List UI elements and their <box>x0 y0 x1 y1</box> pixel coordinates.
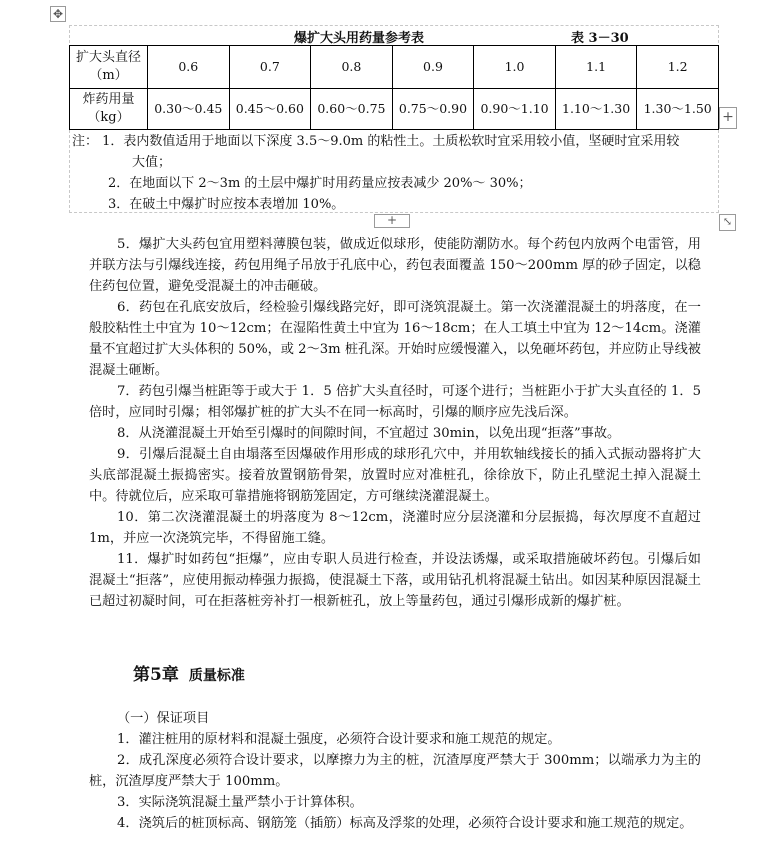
paragraph: 5．爆扩大头药包宜用塑料薄膜包装，做成近似球形，使能防潮防水。每个药包内放两个电雷管，用并联方法与引爆线连接，药包用绳子吊放于孔底中心，药包表面覆盖 150～200mm 厚的砂子固定，以稳住药包位置，避免受混凝土的冲击砸破。 <box>89 237 701 294</box>
list-item: 1．灌注桩用的原材料和混凝土强度，必须符合设计要求和施工规范的规定。 <box>117 732 561 747</box>
table-move-handle-icon[interactable]: ✥ <box>50 6 66 22</box>
chapter-heading <box>133 660 245 685</box>
paragraph: 11．爆扩时如药包“拒爆”，应由专职人员进行检查，并设法诱爆，或采取措施破坏药包。引爆后如混凝土“拒落”，应使用振动棒强力振捣，使混凝土下落，或用钻孔机将混凝土钻出。如因某种原因混凝土已超过初凝时间，可在拒落桩旁补打一根新桩孔，放上等量药包，通过引爆形成新的爆扩桩。 <box>89 552 701 609</box>
table-cell: 0.6 <box>148 46 230 89</box>
table-row <box>70 89 719 130</box>
section-heading: （一）保证项目 <box>117 711 210 726</box>
table-cell: 0.90～1.10 <box>474 89 556 130</box>
table-cell: 1.2 <box>637 46 719 89</box>
row-header-diameter: 扩大头直径（m） <box>70 46 148 89</box>
paragraph: 6．药包在孔底安放后，经检验引爆线路完好，即可浇筑混凝土。第一次浇灌混凝土的坍落度，在一般胶粘性土中宜为 10～12cm；在湿陷性黄土中宜为 16～18cm；在人工填土中宜为 12～14cm。浇灌量不宜超过扩大头体积的 50%，或 2～3m 桩孔深。开始时应缓慢灌入，以免砸坏药包，并应防止导线被混凝土砸断。 <box>89 300 701 378</box>
note-line: 注： 1．表内数值适用于地面以下深度 3.5～9.0m 的粘性土。土质松软时宜采用较小值，坚硬时宜采用较 <box>72 134 680 149</box>
table-cell: 0.45～0.60 <box>229 89 311 130</box>
table-cell: 0.8 <box>311 46 393 89</box>
table-cell: 0.7 <box>229 46 311 89</box>
chapter-title: 质量标准 <box>188 668 245 684</box>
table-cell: 1.0 <box>474 46 556 89</box>
paragraph: 10．第二次浇灌混凝土的坍落度为 8～12cm，浇灌时应分层浇灌和分层振捣，每次厚度不直超过 1m，并应一次浇筑完毕，不得留施工缝。 <box>89 510 701 546</box>
table-cell: 1.1 <box>555 46 637 89</box>
paragraph: 8．从浇灌混凝土开始至引爆时的间隙时间，不宜超过 30min，以免出现“拒落”事故。 <box>117 426 621 441</box>
table-cell: 0.60～0.75 <box>311 89 393 130</box>
table-caption <box>69 27 719 45</box>
chapter-number: 第5章 <box>133 665 179 685</box>
note-line: 2．在地面以下 2～3m 的土层中爆扩时用药量应按表减少 20%～ 30%； <box>108 176 532 191</box>
quality-standards <box>89 708 701 834</box>
list-item: 3．实际浇筑混凝土量严禁小于计算体积。 <box>117 795 363 810</box>
table-cell: 0.30～0.45 <box>148 89 230 130</box>
add-column-icon[interactable]: + <box>719 107 737 129</box>
add-row-icon[interactable]: + <box>374 214 410 228</box>
paragraph: 7．药包引爆当桩距等于或大于 1．5 倍扩大头直径时，可逐个进行；当桩距小于扩大头直径的 1．5 倍时，应同时引爆；相邻爆扩桩的扩大头不在同一标高时，引爆的顺序应先浅后深。 <box>89 384 701 420</box>
table-cell: 1.30～1.50 <box>637 89 719 130</box>
list-item: 2．成孔深度必须符合设计要求，以摩擦力为主的桩，沉渣厚度严禁大于 300mm；以端承力为主的桩，沉渣厚度严禁大于 100mm。 <box>89 753 701 789</box>
table-cell: 1.10～1.30 <box>555 89 637 130</box>
note-line: 大值； <box>132 155 172 170</box>
list-item: 4．浇筑后的桩顶标高、钢筋笼（插筋）标高及浮浆的处理，必须符合设计要求和施工规范的规定。 <box>117 816 693 831</box>
table-resize-icon[interactable]: ⤡ <box>719 214 736 231</box>
table-notes <box>72 131 717 215</box>
note-line: 3．在破土中爆扩时应按本表增加 10%。 <box>108 197 345 212</box>
table-number: 表 3－30 <box>571 31 629 46</box>
table-cell: 0.9 <box>392 46 474 89</box>
table-cell: 0.75～0.90 <box>392 89 474 130</box>
table-row <box>70 46 719 89</box>
explosive-dosage-table <box>69 45 719 130</box>
construction-steps <box>89 234 701 612</box>
table-title: 爆扩大头用药量参考表 <box>294 31 425 46</box>
row-header-dosage: 炸药用量（kg） <box>70 89 148 130</box>
paragraph: 9．引爆后混凝土自由塌落至因爆破作用形成的球形孔穴中，并用软轴线接长的插入式振动器将扩大头底部混凝土振捣密实。接着放置钢筋骨架，放置时应对准桩孔，徐徐放下，防止孔壁泥土掉入混凝土中。待就位后，应采取可靠措施将钢筋笼固定，方可继续浇灌混凝土。 <box>89 447 701 504</box>
